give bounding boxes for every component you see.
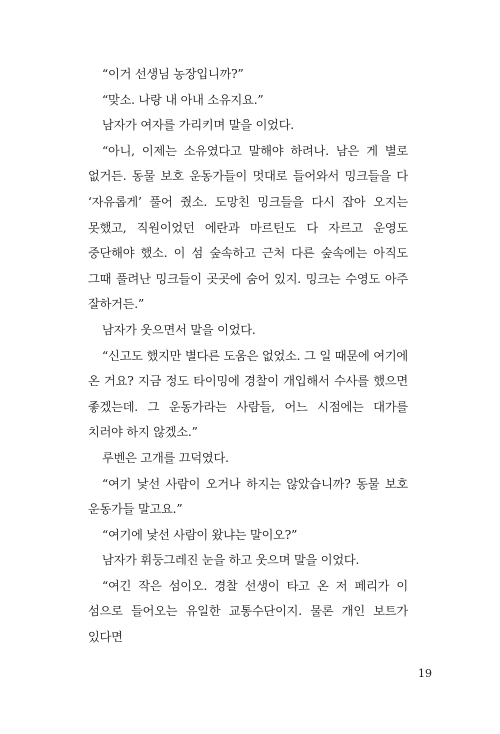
paragraph: “신고도 했지만 별다른 도움은 없었소. 그 일 때문에 여기에 온 거요? 지금 정도 타이밍에 경찰이 개입해서 수사를 했으면 좋겠는데. 그 운동가라는 사람들, 어느 시점에는 대가를 치러야 하지 않겠소.”	[88, 348, 408, 440]
paragraph: 남자가 휘둥그레진 눈을 하고 웃으며 말을 이었다.	[102, 553, 360, 568]
paragraph: “여긴 작은 섬이오. 경찰 선생이 타고 온 저 페리가 이 섬으로 들어오는 유일한 교통수단이지. 물론 개인 보트가 있다면	[88, 578, 408, 645]
paragraph: 남자가 여자를 가리키며 말을 이었다.	[102, 118, 294, 133]
paragraph: “여기 낯선 사람이 오거나 하지는 않았습니까? 동물 보호 운동가들 말고요.”	[88, 476, 408, 517]
paragraph: “아니, 이제는 소유였다고 말해야 하려나. 남은 게 별로 없거든. 동물 보호 운동가들이 멋대로 들어와서 밍크들을 다 ‘자유롭게’ 풀어 줬소. 도망친 밍크들을 다시 잡아 오지는 못했고, 직원이었던 에란과 마르틴도 다 자르고 운영도 중단해야 했소. 이 섬 숲속하고 근처 다른 숲속에는 아직도 그때 풀려난 밍크들이 곳곳에 숨어 있지. 밍크는 수영도 아주 잘하거든.”	[88, 143, 408, 312]
paragraph: 남자가 웃으면서 말을 이었다.	[102, 322, 256, 337]
paragraph: 루벤은 고개를 끄덕였다.	[102, 450, 229, 465]
paragraph: “이거 선생님 농장입니까?”	[102, 67, 244, 81]
paragraph: “여기에 낯선 사람이 왔냐는 말이오?”	[102, 527, 298, 542]
page-number: 19	[418, 667, 432, 680]
body-text	[88, 62, 408, 651]
paragraph: “맞소. 나랑 내 아내 소유지요.”	[102, 92, 264, 107]
